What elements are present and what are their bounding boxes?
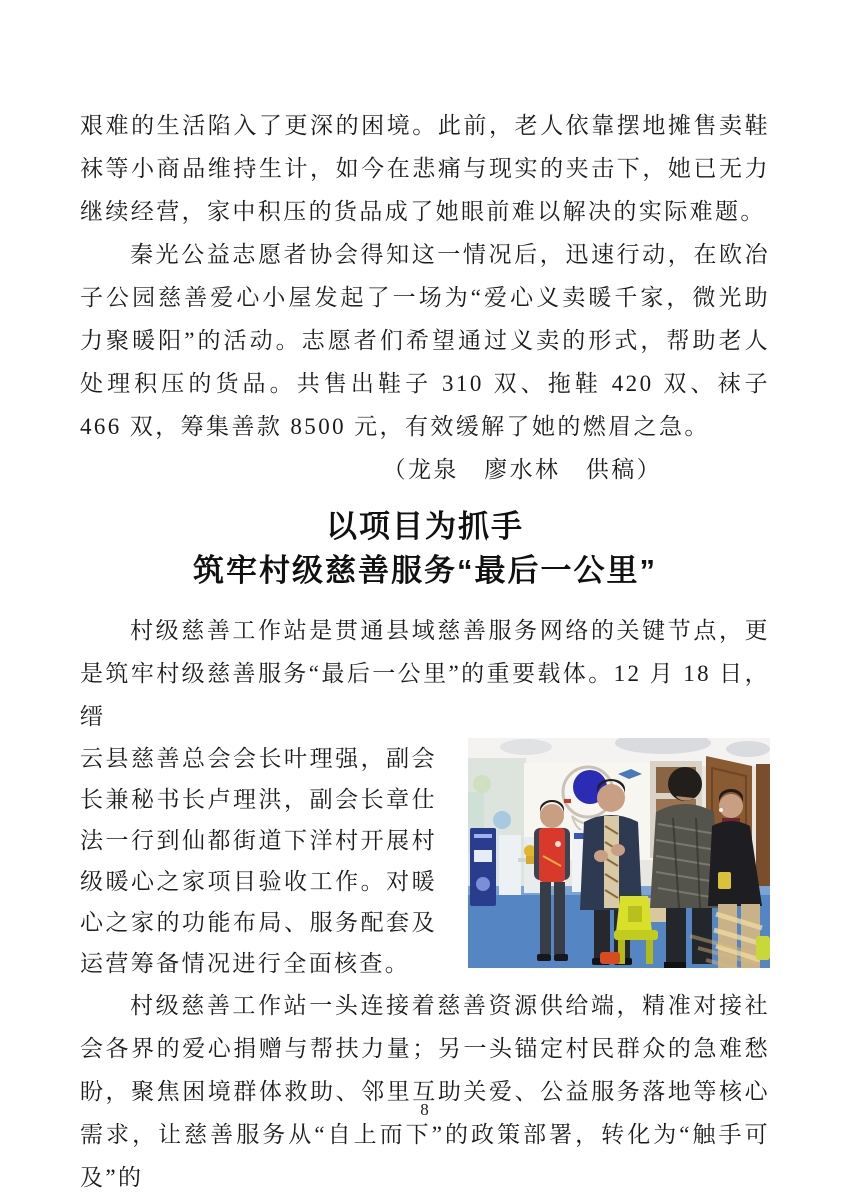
door-edge-right [756, 764, 770, 896]
inspection-photo-graphic [468, 738, 770, 968]
paragraph-closing: 村级慈善工作站一头连接着慈善资源供给端，精准对接社会各界的爱心捐赠与帮扶力量；另一头锚定村民群众的急难愁盼，聚焦困境群体救助、邻里互助关爱、公益服务落地等核心需求，让慈善服务从“自上而下”的政策部署，转化为“触手可及”的 [80, 993, 770, 1190]
paragraph-beside-photo: 云县慈善总会会长叶理强，副会长兼秘书长卢理洪，副会长章仕法一行到仙都街道下洋村开展村级暖心之家项目验收工作。对暖心之家的功能布局、服务配套及运营筹备情况进行全面核查。 [80, 746, 437, 976]
paragraph-continuation: 艰难的生活陷入了更深的困境。此前，老人依靠摆地摊售卖鞋袜等小商品维持生计，如今在悲痛与现实的夹击下，她已无力继续经营，家中积压的货品成了她眼前难以解决的实际难题。 [80, 113, 770, 224]
inspection-photo [468, 738, 770, 968]
article-title [80, 505, 770, 593]
paragraph-charity-sale: 秦光公益志愿者协会得知这一情况后，迅速行动，在欧冶子公园慈善爱心小屋发起了一场为“爱心义卖暖千家，微光助力聚暖阳”的活动。志愿者们希望通过义卖的形式，帮助老人处理积压的货品。共售出鞋子 310 双、拖鞋 420 双、袜子 466 双，筹集善款 8500 元，有效缓解了她的燃眉之急。 [80, 242, 770, 439]
robot-toy-body [526, 856, 535, 864]
page-number: 8 [420, 1100, 429, 1119]
yellow-object-right [756, 936, 770, 960]
poster-text-mark [474, 834, 492, 838]
article-title-line1: 以项目为抓手 [326, 509, 524, 544]
wall-circle-decor [493, 811, 511, 829]
article-title-line2: 筑牢村级慈善服务“最后一公里” [193, 553, 657, 588]
text-photo-row [80, 738, 770, 984]
poster-badge [476, 877, 490, 891]
ceiling-decor [726, 741, 770, 757]
orange-object [600, 952, 620, 964]
blue-poster [470, 828, 496, 906]
page-content [80, 104, 770, 1199]
paragraph-intro: 村级慈善工作站是贯通县域慈善服务网络的关键节点，更是筑牢村级慈善服务“最后一公里”的重要载体。12 月 18 日，缙 [80, 618, 770, 729]
poster-photo-mark [474, 850, 492, 862]
byline: （龙泉 廖水林 供稿） [382, 457, 662, 482]
wall-circle-decor [473, 775, 491, 793]
white-poster [499, 835, 521, 895]
ceiling-decor [500, 739, 552, 755]
logo-red-mark [564, 799, 571, 803]
